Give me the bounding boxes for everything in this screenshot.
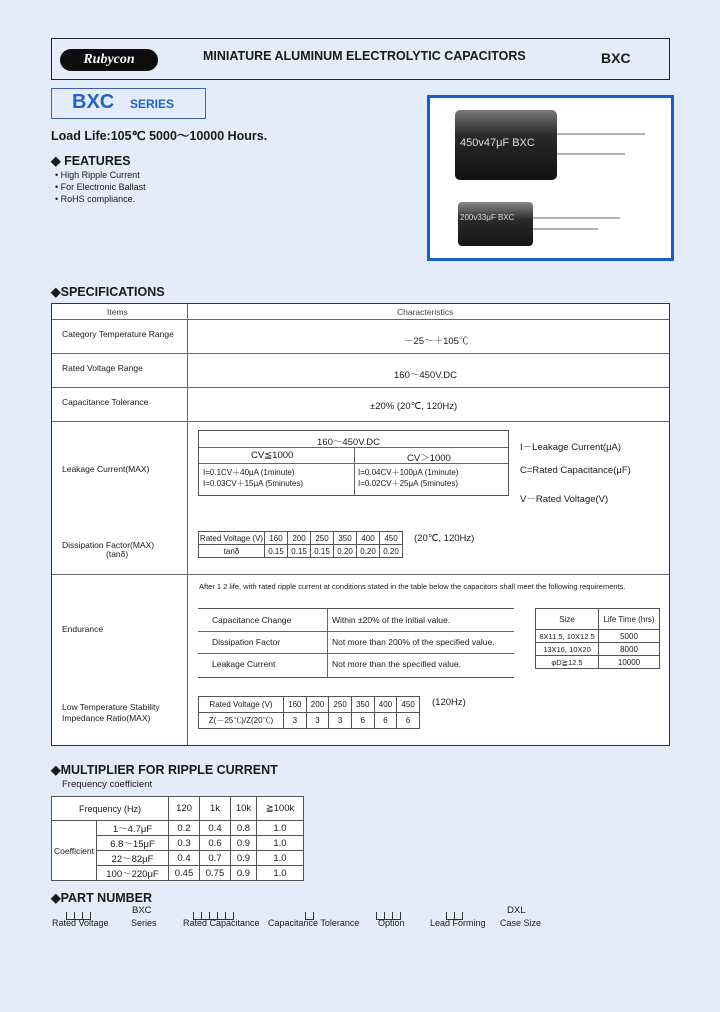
end-item: Dissipation Factor <box>212 637 281 647</box>
product-photo <box>427 95 674 261</box>
df-value: 0.15 <box>311 545 334 558</box>
life-size: 8X11.5, 10X12.5 <box>536 630 599 643</box>
df-volt: 350 <box>334 532 357 545</box>
coef-value: 0.9 <box>231 866 257 881</box>
lt-volt: 350 <box>351 697 374 713</box>
coef-value: 1.0 <box>256 821 303 836</box>
freq-value: 10k <box>231 797 257 821</box>
pn-label: Lead Forming <box>430 918 486 928</box>
ripple-table <box>51 796 304 881</box>
df-value: 0.20 <box>334 545 357 558</box>
coef-value: 0.2 <box>169 821 200 836</box>
header-series: BXC <box>601 50 631 66</box>
df-volt: 400 <box>357 532 380 545</box>
lt-value: 6 <box>351 713 374 729</box>
feature-item: • RoHS compliance. <box>55 194 136 204</box>
lt-volt: 160 <box>284 697 307 713</box>
df-volt: 450 <box>380 532 403 545</box>
leakage-col1: CV≦1000 <box>251 450 294 461</box>
part-number-heading: ◆PART NUMBER <box>51 891 153 905</box>
leakage-formula: I=0.02CV＋25μA (5minutes) <box>358 479 458 488</box>
life-size: 13X16, 10X20 <box>536 643 599 656</box>
lt-value: 6 <box>397 713 420 729</box>
capacitor-illustration <box>430 98 671 258</box>
pn-series-code: BXC <box>132 905 152 916</box>
lt-head: Rated Voltage (V) <box>199 697 284 713</box>
coef-range: 6.8～15μF <box>97 836 169 851</box>
lt-value: 6 <box>374 713 397 729</box>
cap-large-label: 450v47μF BXC <box>460 137 535 149</box>
coef-range: 100～220μF <box>97 866 169 881</box>
leakage-range: 160～450V.DC <box>317 437 381 448</box>
endurance-text: After 1 2 life, with rated ripple current at conditions stated in the table below the capacitors shall meet the following requirements. <box>199 582 626 591</box>
coef-range: 1～4.7μF <box>97 821 169 836</box>
df-value: 0.15 <box>288 545 311 558</box>
df-value: 0.20 <box>380 545 403 558</box>
life-size: φD≧12.5 <box>536 656 599 669</box>
load-life: Load Life:105℃ 5000～10000 Hours. <box>51 129 268 143</box>
series-name: BXC <box>72 91 115 113</box>
cap-small-label: 200v33μF BXC <box>460 213 515 222</box>
document-title: MINIATURE ALUMINUM ELECTROLYTIC CAPACITORS <box>203 49 526 63</box>
life-time: 10000 <box>599 656 660 669</box>
leakage-formula: I=0.04CV＋100μA (1minute) <box>358 468 459 477</box>
freq-label: Frequency (Hz) <box>52 797 169 821</box>
df-volt: 160 <box>265 532 288 545</box>
coef-value: 0.6 <box>200 836 231 851</box>
df-label-2: (tanδ) <box>106 549 129 559</box>
freq-value: 1k <box>200 797 231 821</box>
lt-value: 3 <box>284 713 307 729</box>
lt-value: 3 <box>329 713 352 729</box>
col-items-header: Items <box>107 307 128 317</box>
leakage-formula: I=0.1CV＋40μA (1minute) <box>203 468 295 477</box>
coef-value: 0.45 <box>169 866 200 881</box>
pn-label: Capacitance Tolerance <box>268 918 360 928</box>
life-table <box>535 608 660 669</box>
df-label: Dissipation Factor(MAX) <box>62 540 155 550</box>
coef-range: 22～82μF <box>97 851 169 866</box>
lowtemp-label-2: Impedance Ratio(MAX) <box>62 713 151 723</box>
df-table <box>198 531 403 558</box>
lt-volt: 450 <box>397 697 420 713</box>
pn-label: Rated Capacitance <box>183 918 260 928</box>
lowtemp-note: (120Hz) <box>432 697 466 708</box>
multiplier-subheading: Frequency coefficient <box>62 779 153 790</box>
coef-value: 1.0 <box>256 866 303 881</box>
legend-voltage: V－Rated Voltage(V) <box>520 494 609 505</box>
feature-item: • High Ripple Current <box>55 170 140 180</box>
df-value: 0.15 <box>265 545 288 558</box>
df-volt: 250 <box>311 532 334 545</box>
end-value: Not more than 200% of the specified value. <box>332 637 495 647</box>
freq-value: 120 <box>169 797 200 821</box>
end-value: Within ±20% of the initial value. <box>332 615 451 625</box>
col-char-header: Characteristics <box>397 307 454 317</box>
coef-value: 0.9 <box>231 851 257 866</box>
leakage-formula: I=0.03CV＋15μA (5minutes) <box>203 479 303 488</box>
end-item: Leakage Current <box>212 659 276 669</box>
endurance-label: Endurance <box>62 624 104 634</box>
leakage-label: Leakage Current(MAX) <box>62 464 150 474</box>
legend-capacitance: C=Rated Capacitance(μF) <box>520 465 631 476</box>
cap-tolerance-label: Capacitance Tolerance <box>62 397 149 407</box>
lt-row-label: Z(－25℃)/Z(20℃) <box>199 713 284 729</box>
feature-item: • For Electronic Ballast <box>55 182 146 192</box>
temp-range-label: Category Temperature Range <box>62 329 174 339</box>
endurance-table <box>198 608 514 678</box>
life-head-time: Life Time (hrs) <box>599 609 660 630</box>
coef-value: 0.3 <box>169 836 200 851</box>
features-heading: ◆ FEATURES <box>51 154 131 168</box>
end-value: Not more than the specified value. <box>332 659 461 669</box>
df-volt: 200 <box>288 532 311 545</box>
coef-value: 0.7 <box>200 851 231 866</box>
coef-value: 1.0 <box>256 836 303 851</box>
leakage-col2: CV＞1000 <box>407 453 451 464</box>
coef-value: 0.8 <box>231 821 257 836</box>
coef-value: 0.75 <box>200 866 231 881</box>
lt-volt: 200 <box>306 697 329 713</box>
pn-label: Rated Voltage <box>52 918 109 928</box>
specifications-table <box>51 303 670 746</box>
temp-range-value: －25～＋105℃ <box>404 336 469 347</box>
coef-value: 1.0 <box>256 851 303 866</box>
lowtemp-label: Low Temperature Stability <box>62 702 160 712</box>
end-item: Capacitance Change <box>212 615 292 625</box>
df-row-label: tanδ <box>199 545 265 558</box>
lt-volt: 250 <box>329 697 352 713</box>
coef-value: 0.4 <box>200 821 231 836</box>
multiplier-heading: ◆MULTIPLIER FOR RIPPLE CURRENT <box>51 763 278 777</box>
freq-value: ≧100k <box>256 797 303 821</box>
cap-tolerance-value: ±20% (20℃, 120Hz) <box>370 401 458 412</box>
capacitor-small <box>458 202 533 246</box>
lt-value: 3 <box>306 713 329 729</box>
life-time: 5000 <box>599 630 660 643</box>
coef-value: 0.4 <box>169 851 200 866</box>
df-note: (20℃, 120Hz) <box>414 533 475 544</box>
leakage-table <box>198 430 509 496</box>
lowtemp-table <box>198 696 420 729</box>
pn-case-code: DXL <box>507 905 526 916</box>
lt-volt: 400 <box>374 697 397 713</box>
voltage-range-label: Rated Voltage Range <box>62 363 143 373</box>
coef-value: 0.9 <box>231 836 257 851</box>
coef-label: Coefficient <box>52 821 97 881</box>
series-suffix: SERIES <box>130 97 175 111</box>
pn-label: Option <box>378 918 405 928</box>
pn-label: Case Size <box>500 918 542 928</box>
legend-leakage: I－Leakage Current(μA) <box>520 442 622 453</box>
voltage-range-value: 160～450V.DC <box>394 370 458 381</box>
specifications-heading: ◆SPECIFICATIONS <box>51 285 165 299</box>
life-head-size: Size <box>536 609 599 630</box>
life-time: 8000 <box>599 643 660 656</box>
df-value: 0.20 <box>357 545 380 558</box>
brand-logo: Rubycon <box>60 49 158 71</box>
pn-label: Series <box>131 918 157 928</box>
df-head: Rated Voltage (V) <box>199 533 264 543</box>
